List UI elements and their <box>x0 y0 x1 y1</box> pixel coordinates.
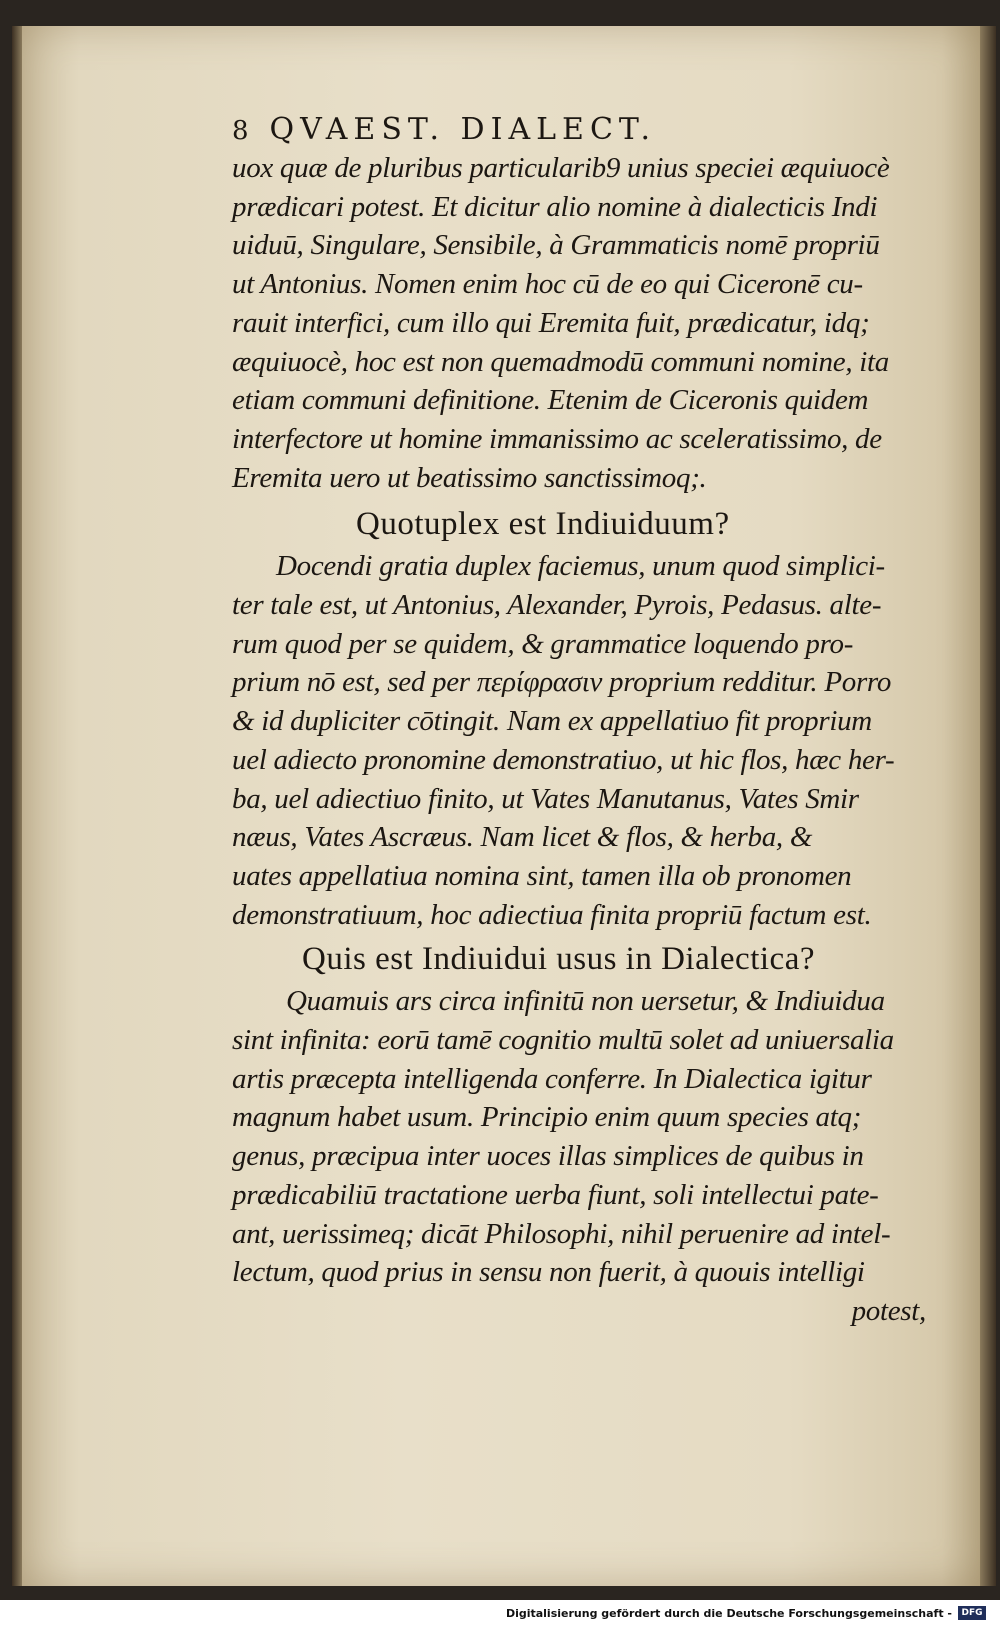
text-line: artis præcepta intelligenda conferre. In Dialectica igitur <box>232 1062 872 1095</box>
text-line: ut Antonius. Nomen enim hoc cū de eo qui Ciceronē cu- <box>232 268 863 301</box>
text-line: ant, uerissimeq; dicāt Philosophi, nihil peruenire ad intel- <box>232 1217 891 1250</box>
text-line: æquiuocè, hoc est non quemadmodū communi nomine, ita <box>232 345 889 378</box>
text-line: interfectore ut homine immanissimo ac sceleratissimo, de <box>232 422 882 455</box>
paragraph-1 <box>232 149 932 497</box>
text-line: lectum, quod prius in sensu non fuerit, à quouis intelligi <box>232 1256 865 1289</box>
folio-number: 8 <box>232 116 252 146</box>
text-line: prædicabiliū tractatione uerba fiunt, soli intellectui pate- <box>232 1178 879 1211</box>
text-line: ba, uel adiectiuo finito, ut Vates Manutanus, Vates Smir <box>232 782 859 815</box>
text-line: rum quod per se quidem, & grammatice loquendo pro- <box>232 627 854 660</box>
paragraph-2 <box>232 547 932 934</box>
text-line: uates appellatiua nomina sint, tamen illa ob pronomen <box>232 859 852 892</box>
funding-credit: Digitalisierung gefördert durch die Deutsche Forschungsgemeinschaft - <box>505 1607 952 1620</box>
text-line: næus, Vates Ascræus. Nam licet & flos, & herba, & <box>232 821 813 854</box>
book-edge-right <box>980 26 996 1586</box>
text-line: genus, præcipua inter uoces illas simplices de quibus in <box>232 1140 864 1173</box>
text-line: prium nō est, sed per περίφρασιν proprium redditur. Porro <box>232 666 892 699</box>
text-line: uox quæ de pluribus particularib9 unius speciei æquiuocè <box>232 152 890 184</box>
text-line: Eremita uero ut beatissimo sanctissimoq;. <box>232 461 707 494</box>
text-line: etiam communi definitione. Etenim de Ciceronis quidem <box>232 384 869 417</box>
text-line: ter tale est, ut Antonius, Alexander, Pyrois, Pedasus. alte- <box>232 589 882 622</box>
digitization-footer <box>0 1600 1000 1626</box>
page-text <box>232 112 932 1331</box>
question-heading-1: Quotuplex est Indiuiduum? <box>356 506 730 543</box>
text-line: demonstratiuum, hoc adiectiua finita propriū factum est. <box>232 898 872 931</box>
text-line: Quamuis ars circa infinitū non uersetur, & Indiuidua <box>286 985 885 1018</box>
text-line: magnum habet usum. Principio enim quum species atq; <box>232 1101 862 1134</box>
text-line: prædicari potest. Et dicitur alio nomine à dialecticis Indi <box>232 190 878 223</box>
running-title: QVAEST. DIALECT. <box>269 112 657 147</box>
dfg-logo: DFG <box>958 1606 986 1620</box>
catchword: potest, <box>851 1294 926 1327</box>
book-edge-left <box>12 26 22 1586</box>
question-heading-2: Quis est Indiuidui usus in Dialectica? <box>302 941 815 978</box>
text-line: uiduū, Singulare, Sensibile, à Grammaticis nomē propriū <box>232 229 880 262</box>
text-line: Docendi gratia duplex faciemus, unum quod simplici- <box>276 550 885 583</box>
text-line: sint infinita: eorū tamē cognitio multū solet ad uniuersalia <box>232 1024 894 1057</box>
text-line: uel adiecto pronomine demonstratiuo, ut hic flos, hæc her- <box>232 743 895 776</box>
running-header <box>232 112 932 147</box>
paragraph-3 <box>232 982 932 1330</box>
text-line: rauit interfici, cum illo qui Eremita fuit, prædicatur, idq; <box>232 306 870 339</box>
text-line: & id dupliciter cōtingit. Nam ex appellatiuo fit proprium <box>232 705 872 738</box>
